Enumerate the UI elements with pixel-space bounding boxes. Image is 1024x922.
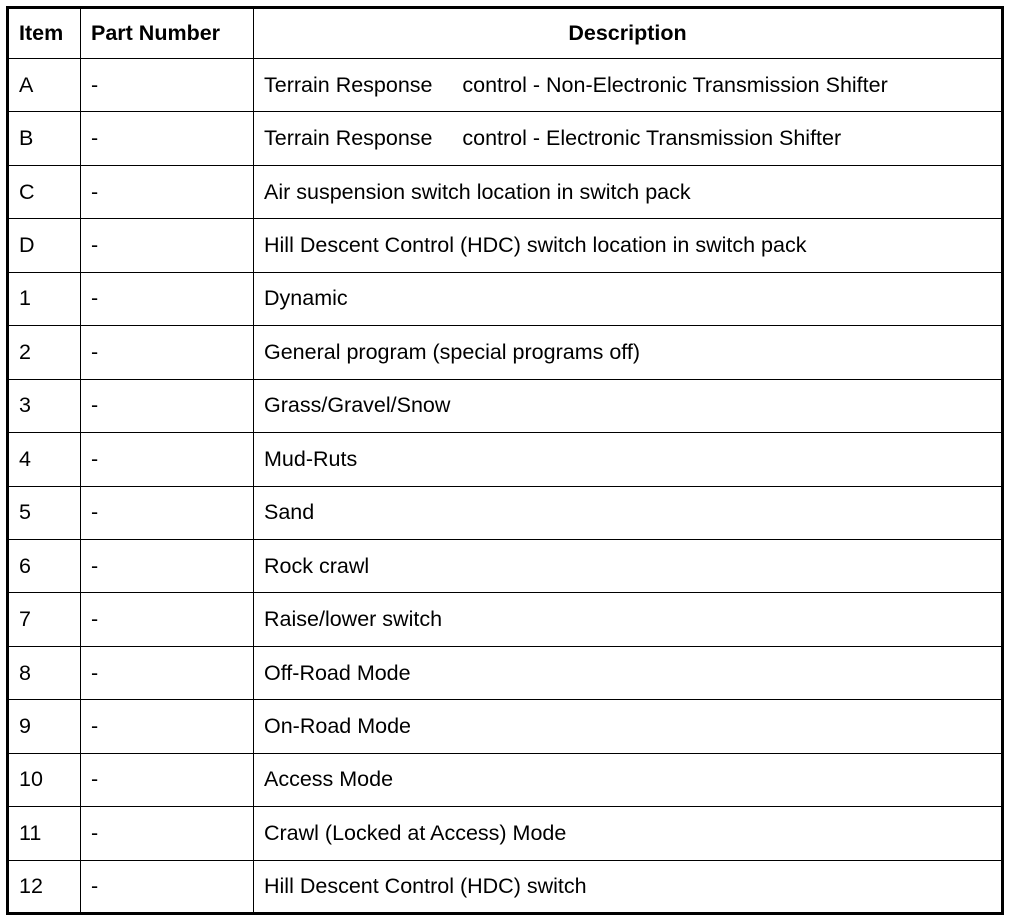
description-cell: Terrain Response control - Non-Electronic Transmission Shifter	[254, 59, 1003, 112]
table-row	[8, 486, 1003, 539]
item-cell: 1	[8, 272, 81, 325]
description-cell: On-Road Mode	[254, 700, 1003, 753]
description-cell: Grass/Gravel/Snow	[254, 379, 1003, 432]
description-cell: Air suspension switch location in switch pack	[254, 165, 1003, 218]
parts-table	[6, 6, 1004, 915]
item-cell: D	[8, 219, 81, 272]
description-cell: Rock crawl	[254, 539, 1003, 592]
description-cell: Dynamic	[254, 272, 1003, 325]
part-number-cell: -	[81, 272, 254, 325]
table-row	[8, 433, 1003, 486]
item-cell: C	[8, 165, 81, 218]
table-row	[8, 326, 1003, 379]
item-cell: 6	[8, 539, 81, 592]
part-number-cell: -	[81, 646, 254, 699]
part-number-cell: -	[81, 219, 254, 272]
part-number-cell: -	[81, 165, 254, 218]
description-cell: Access Mode	[254, 753, 1003, 806]
column-header-description: Description	[254, 8, 1003, 59]
part-number-cell: -	[81, 539, 254, 592]
part-number-cell: -	[81, 753, 254, 806]
column-header-item: Item	[8, 8, 81, 59]
part-number-cell: -	[81, 486, 254, 539]
description-cell: Terrain Response control - Electronic Transmission Shifter	[254, 112, 1003, 165]
description-cell: Sand	[254, 486, 1003, 539]
item-cell: 12	[8, 860, 81, 913]
table-row	[8, 219, 1003, 272]
part-number-cell: -	[81, 326, 254, 379]
description-cell: General program (special programs off)	[254, 326, 1003, 379]
table-row	[8, 700, 1003, 753]
table-row	[8, 593, 1003, 646]
item-cell: 7	[8, 593, 81, 646]
description-cell: Mud-Ruts	[254, 433, 1003, 486]
item-cell: 4	[8, 433, 81, 486]
description-cell: Hill Descent Control (HDC) switch location in switch pack	[254, 219, 1003, 272]
table-row	[8, 539, 1003, 592]
table-row	[8, 807, 1003, 860]
part-number-cell: -	[81, 59, 254, 112]
item-cell: 11	[8, 807, 81, 860]
table-row	[8, 112, 1003, 165]
part-number-cell: -	[81, 700, 254, 753]
item-cell: 3	[8, 379, 81, 432]
table-row	[8, 860, 1003, 913]
part-number-cell: -	[81, 860, 254, 913]
item-cell: 9	[8, 700, 81, 753]
table-row	[8, 165, 1003, 218]
item-cell: 10	[8, 753, 81, 806]
table-row	[8, 753, 1003, 806]
item-cell: A	[8, 59, 81, 112]
part-number-cell: -	[81, 112, 254, 165]
table-row	[8, 646, 1003, 699]
description-cell: Crawl (Locked at Access) Mode	[254, 807, 1003, 860]
description-cell: Raise/lower switch	[254, 593, 1003, 646]
item-cell: 8	[8, 646, 81, 699]
description-cell: Hill Descent Control (HDC) switch	[254, 860, 1003, 913]
table-row	[8, 272, 1003, 325]
column-header-part-number: Part Number	[81, 8, 254, 59]
parts-table-container	[6, 6, 1004, 915]
table-row	[8, 379, 1003, 432]
part-number-cell: -	[81, 807, 254, 860]
part-number-cell: -	[81, 593, 254, 646]
description-cell: Off-Road Mode	[254, 646, 1003, 699]
table-body	[8, 59, 1003, 914]
table-header-row	[8, 8, 1003, 59]
table-row	[8, 59, 1003, 112]
item-cell: 2	[8, 326, 81, 379]
item-cell: 5	[8, 486, 81, 539]
part-number-cell: -	[81, 433, 254, 486]
part-number-cell: -	[81, 379, 254, 432]
item-cell: B	[8, 112, 81, 165]
